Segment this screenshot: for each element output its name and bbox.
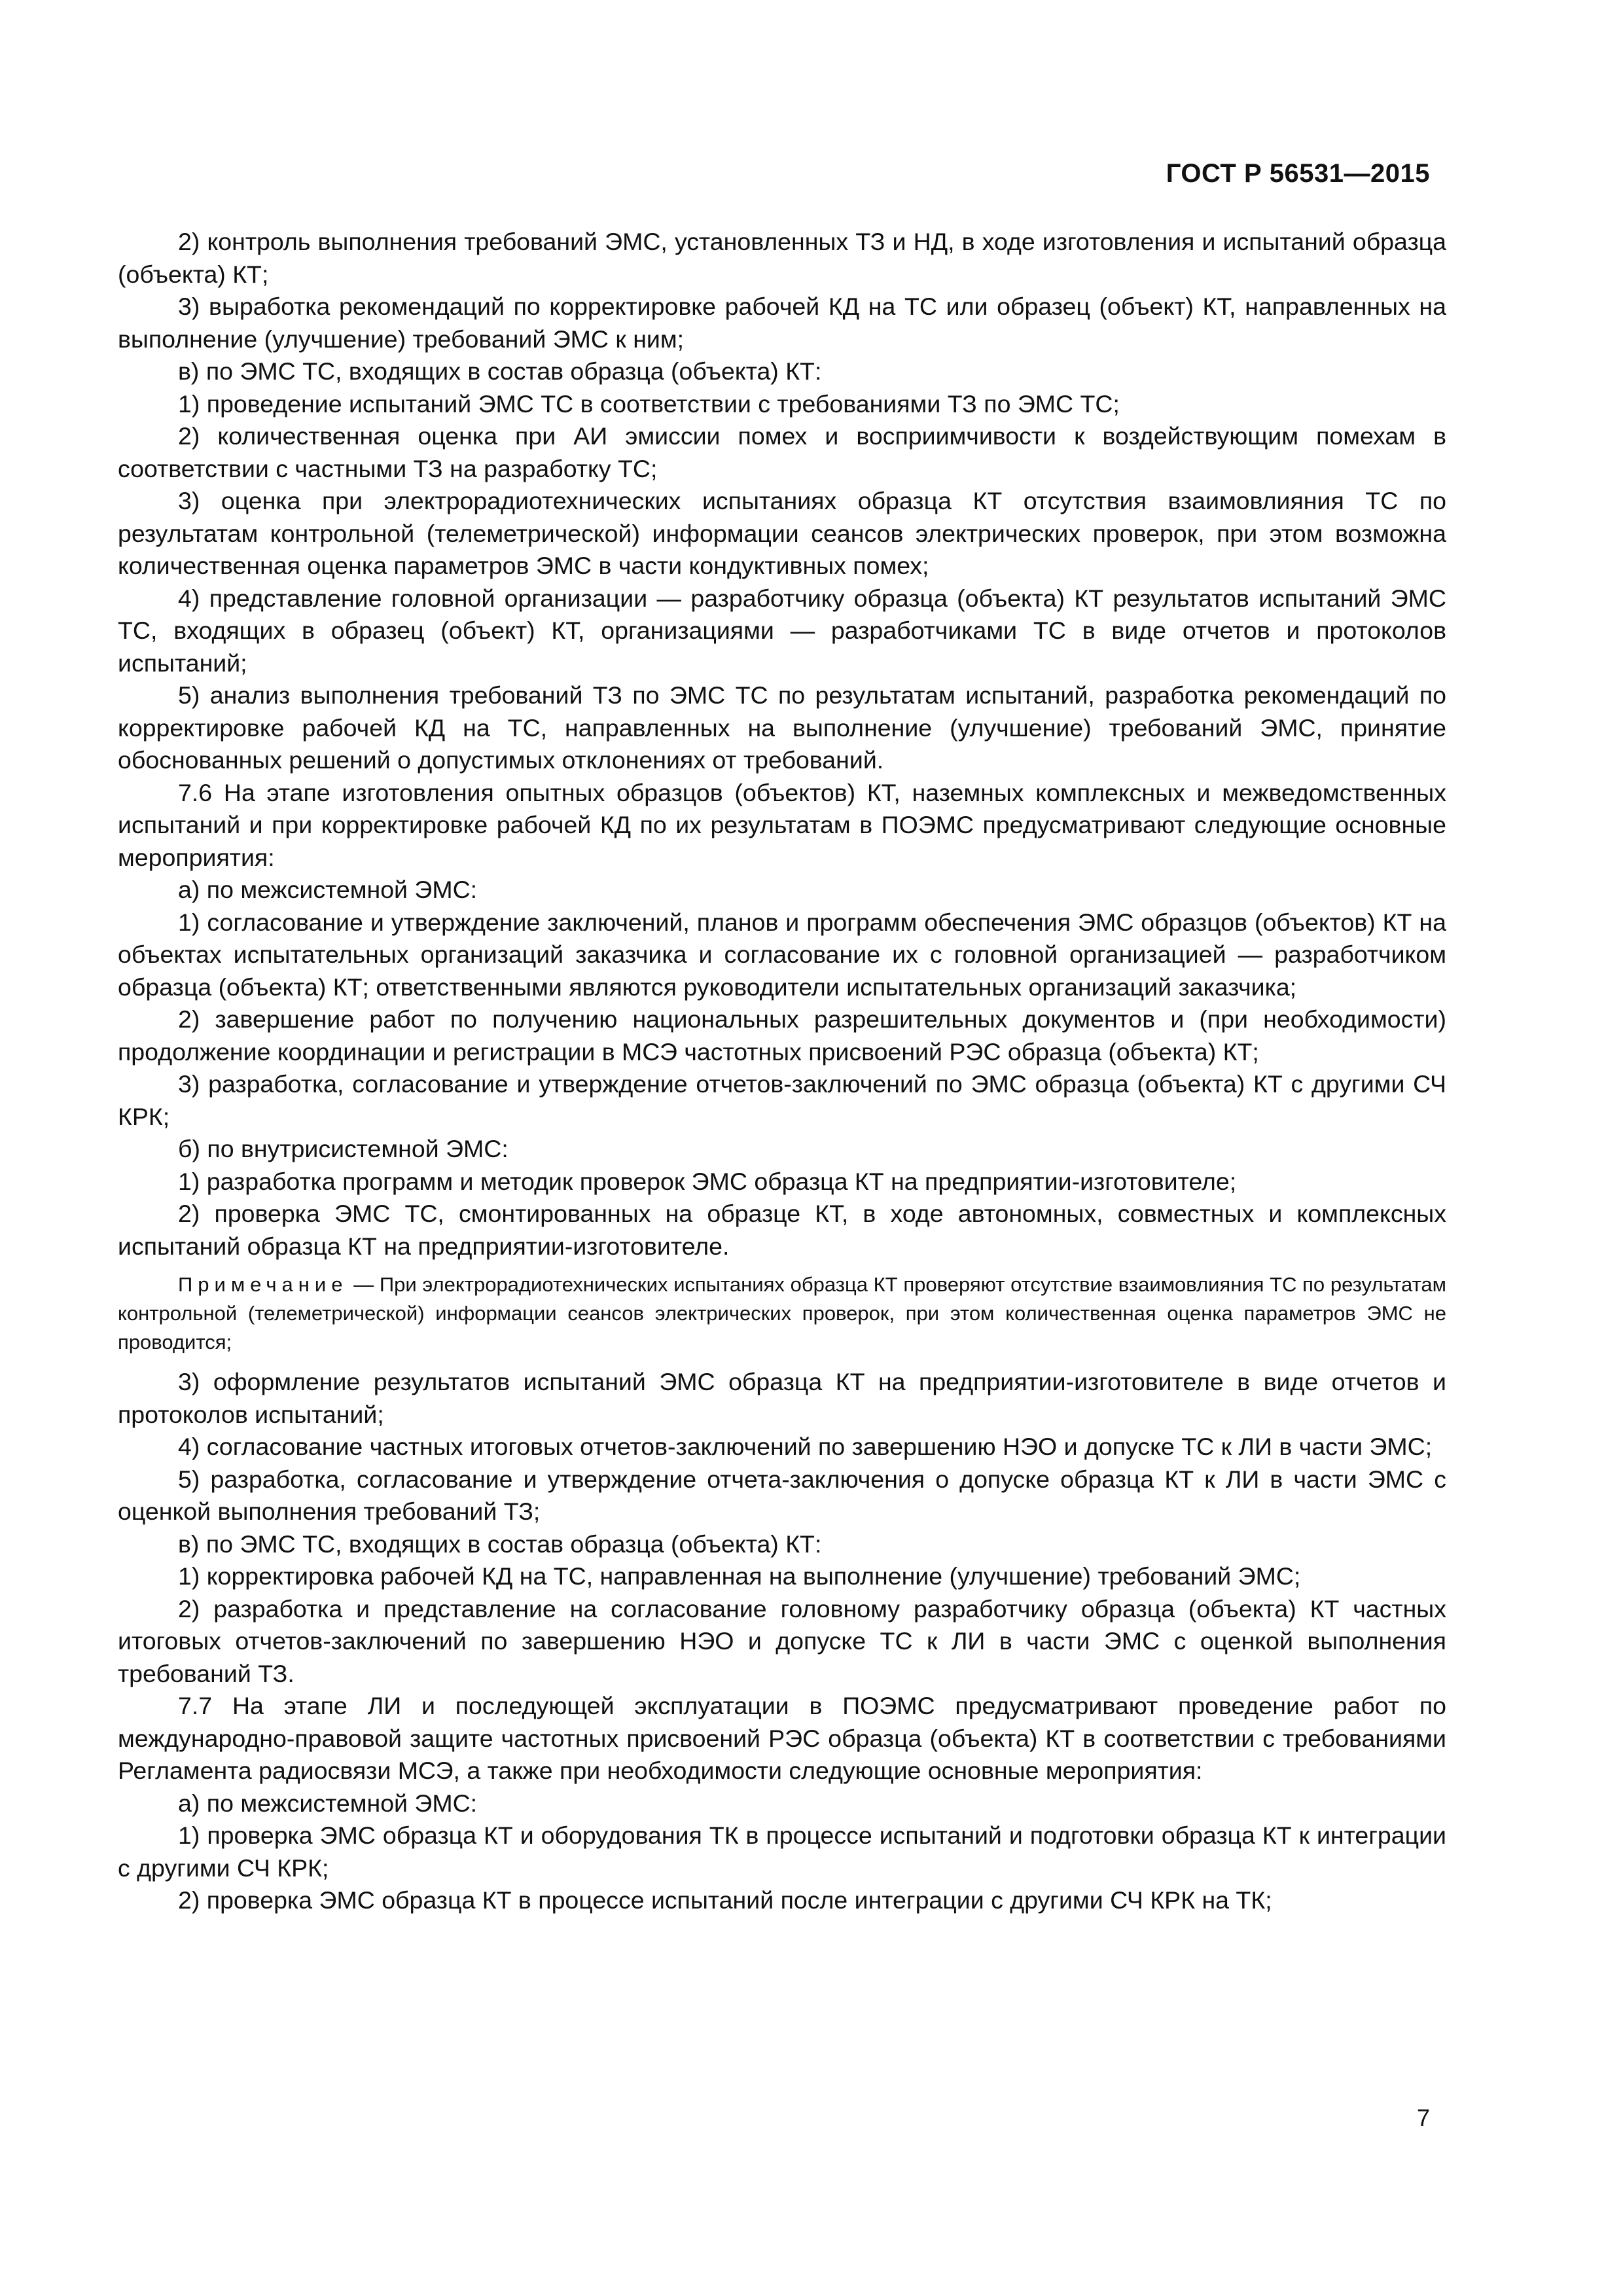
note-label: Примечание xyxy=(178,1273,348,1296)
paragraph: 7.6 На этапе изготовления опытных образцов (объектов) КТ, наземных комплексных и межведомственных испытаний и при корректировке рабочей КД по их результатам в ПОЭМС предусматривают следующие основные мероприятия: xyxy=(118,778,1446,871)
note-text: — При электрорадиотехнических испытаниях образца КТ проверяют отсутствие взаимовлияния ТС по результатам контрольной (телеметрической) информации сеансов электрических проверок, при этом количественная оценка параметров ЭМС не проводится; xyxy=(118,1273,1446,1354)
paragraph: 1) корректировка рабочей КД на ТС, направленная на выполнение (улучшение) требований ЭМС; xyxy=(178,1562,1301,1590)
paragraph: в) по ЭМС ТС, входящих в состав образца (объекта) КТ: xyxy=(178,1530,822,1558)
paragraph: 5) разработка, согласование и утверждение отчета-заключения о допуске образца КТ к ЛИ в части ЭМС с оценкой выполнения требований ТЗ; xyxy=(118,1465,1446,1525)
paragraph: 1) разработка программ и методик проверок ЭМС образца КТ на предприятии-изготовителе; xyxy=(178,1167,1237,1195)
paragraph: 3) оценка при электрорадиотехнических испытаниях образца КТ отсутствия взаимовлияния ТС по результатам контрольной (телеметрической) информации сеансов электрических проверок, при этом возможна количественная оценка параметров ЭМС в части кондуктивных помех; xyxy=(118,487,1446,579)
paragraph: 2) завершение работ по получению национальных разрешительных документов и (при необходимости) продолжение координации и регистрации в МСЭ частотных присвоений РЭС образца (объекта) КТ; xyxy=(118,1005,1446,1066)
paragraph: в) по ЭМС ТС, входящих в состав образца (объекта) КТ: xyxy=(178,357,822,385)
paragraph: 3) оформление результатов испытаний ЭМС образца КТ на предприятии-изготовителе в виде отчетов и протоколов испытаний; xyxy=(118,1368,1446,1428)
paragraph: 3) разработка, согласование и утверждение отчетов-заключений по ЭМС образца (объекта) КТ с другими СЧ КРК; xyxy=(118,1070,1446,1130)
paragraph: 3) выработка рекомендаций по корректировке рабочей КД на ТС или образец (объект) КТ, направленных на выполнение (улучшение) требований ЭМС к ним; xyxy=(118,293,1446,353)
body-text xyxy=(118,226,1446,1917)
paragraph: 2) разработка и представление на согласование головному разработчику образца (объекта) КТ частных итоговых отчетов-заключений по завершению НЭО и допуске ТС к ЛИ в части ЭМС с оценкой выполнения требований ТЗ. xyxy=(118,1594,1446,1687)
paragraph: 1) согласование и утверждение заключений, планов и программ обеспечения ЭМС образцов (объектов) КТ на объектах испытательных организаций заказчика и согласование их с головной организацией — разработчиком образца (объекта) КТ; ответственными являются руководители испытательных организаций заказчика; xyxy=(118,908,1446,1001)
paragraph: 2) проверка ЭМС образца КТ в процессе испытаний после интеграции с другими СЧ КРК на ТК; xyxy=(178,1886,1272,1914)
paragraph: 5) анализ выполнения требований ТЗ по ЭМС ТС по результатам испытаний, разработка рекомендаций по корректировке рабочей КД на ТС, направленных на выполнение (улучшение) требований ЭМС, принятие обоснованных решений о допустимых отклонениях от требований. xyxy=(118,681,1446,774)
paragraph: а) по межсистемной ЭМС: xyxy=(178,1789,478,1817)
paragraph: 1) проведение испытаний ЭМС ТС в соответствии с требованиями ТЗ по ЭМС ТС; xyxy=(178,389,1120,418)
standard-designation: ГОСТ Р 56531—2015 xyxy=(1166,159,1430,188)
paragraph: 7.7 На этапе ЛИ и последующей эксплуатации в ПОЭМС предусматривают проведение работ по международно-правовой защите частотных присвоений РЭС образца (объекта) КТ в соответствии с требованиями Регламента радиосвязи МСЭ, а также при необходимости следующие основные мероприятия: xyxy=(118,1692,1446,1784)
paragraph: 2) контроль выполнения требований ЭМС, установленных ТЗ и НД, в ходе изготовления и испытаний образца (объекта) КТ; xyxy=(118,228,1446,288)
paragraph: 4) представление головной организации — разработчику образца (объекта) КТ результатов испытаний ЭМС ТС, входящих в образец (объект) КТ, организациями — разработчиками ТС в виде отчетов и протоколов испытаний; xyxy=(118,584,1446,677)
paragraph: 4) согласование частных итоговых отчетов-заключений по завершению НЭО и допуске ТС к ЛИ в части ЭМС; xyxy=(178,1433,1433,1460)
paragraph: а) по межсистемной ЭМС: xyxy=(178,876,478,903)
paragraph: 2) проверка ЭМС ТС, смонтированных на образце КТ, в ходе автономных, совместных и комплексных испытаний образца КТ на предприятии-изготовителе. xyxy=(118,1200,1446,1260)
paragraph: 1) проверка ЭМС образца КТ и оборудования ТК в процессе испытаний и подготовки образца КТ к интеграции с другими СЧ КРК; xyxy=(118,1821,1446,1882)
paragraph: 2) количественная оценка при АИ эмиссии помех и восприимчивости к воздействующим помехам в соответствии с частными ТЗ на разработку ТС; xyxy=(118,422,1446,482)
paragraph: б) по внутрисистемной ЭМС: xyxy=(178,1135,508,1162)
page-number: 7 xyxy=(1416,2104,1430,2131)
note xyxy=(118,1270,1446,1357)
